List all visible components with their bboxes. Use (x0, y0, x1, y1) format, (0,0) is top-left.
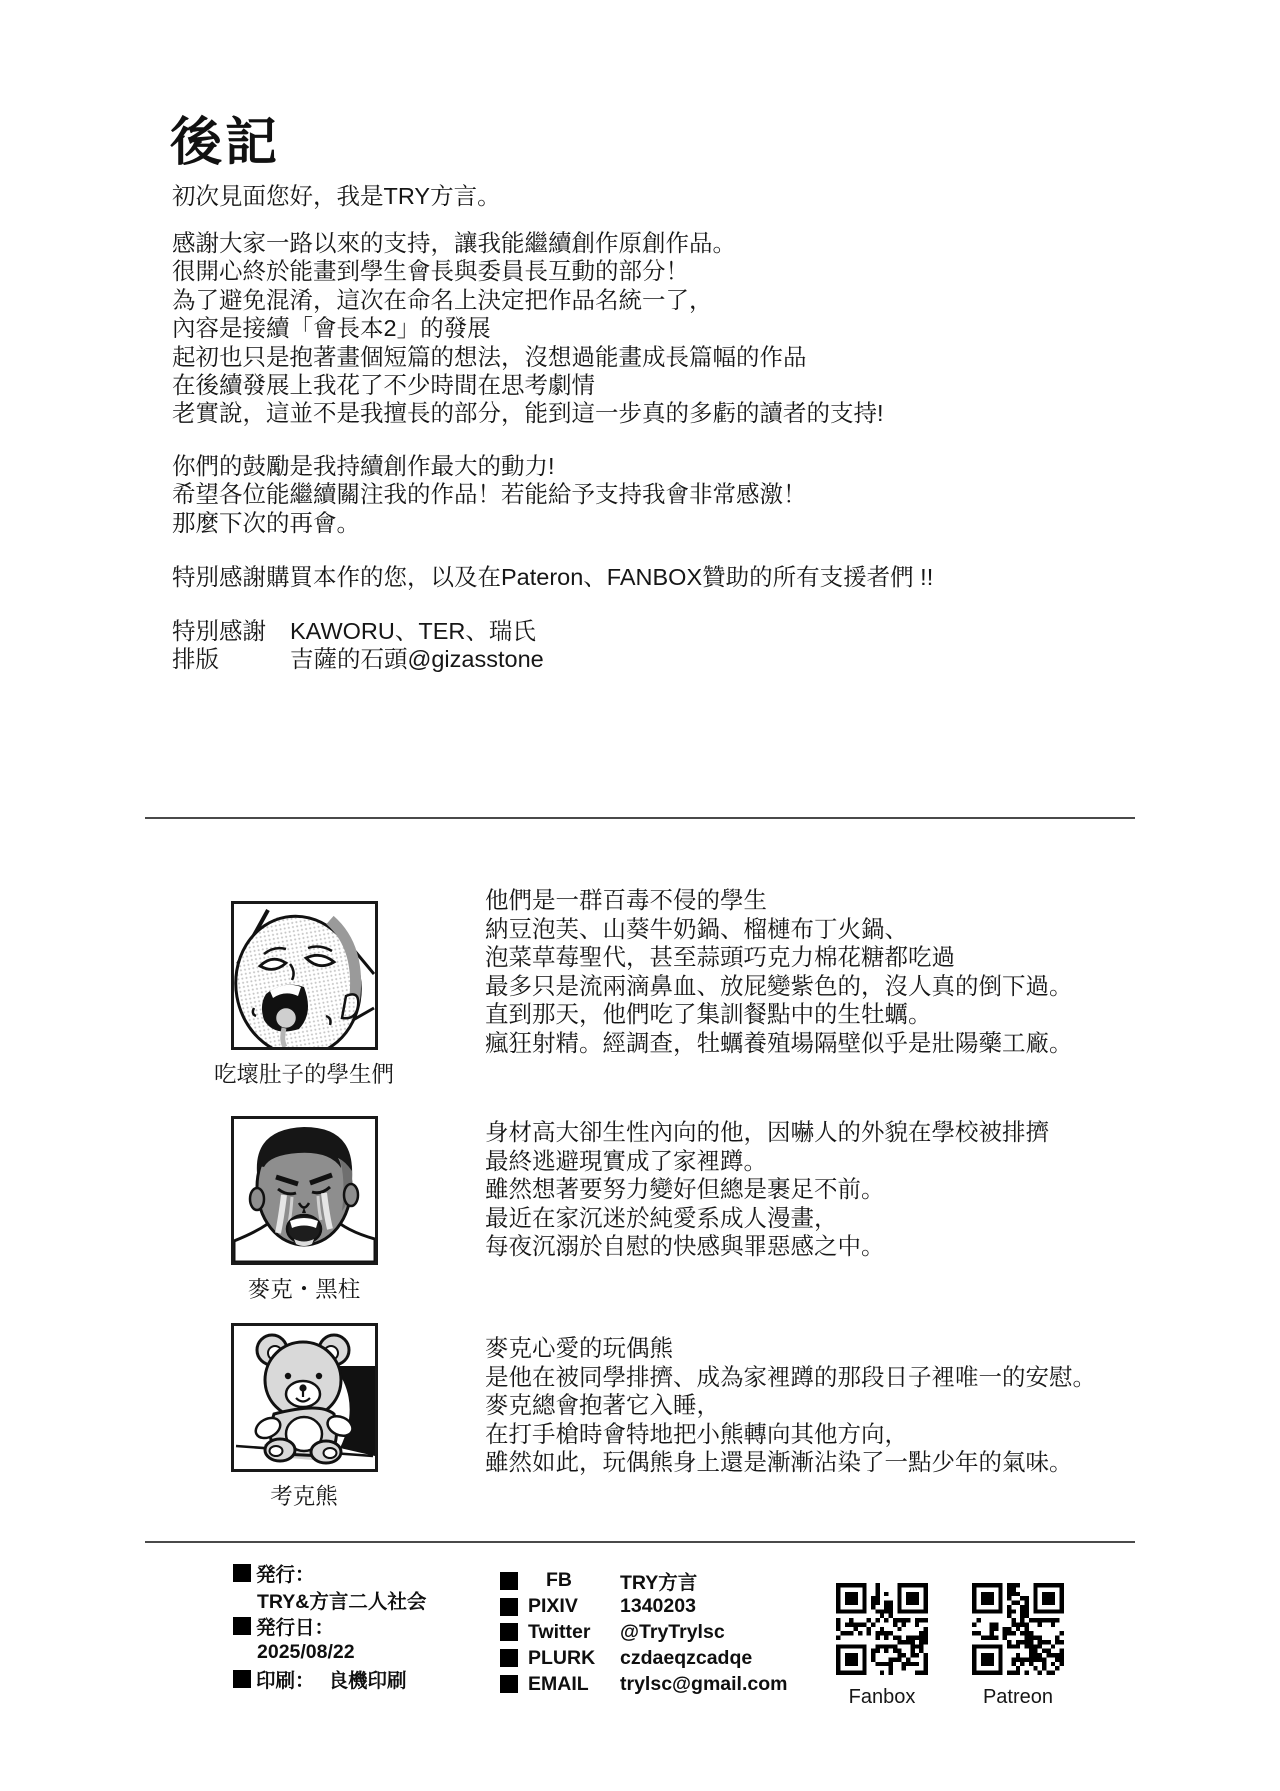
issue-date-value-row (233, 1639, 426, 1665)
text-line: 希望各位能繼續關注我的作品！若能給予支持我會非常感激！ (172, 481, 807, 508)
credit-label: 排版 (172, 646, 219, 673)
credit-row (172, 645, 544, 673)
colophon-publishing-block (233, 1560, 426, 1692)
text-line: 起初也只是抱著畫個短篇的想法，沒想過能畫成長篇幅的作品 (172, 343, 807, 370)
bullet-square-icon (500, 1598, 518, 1616)
text-line: 泡菜草莓聖代，甚至蒜頭巧克力棉花糖都吃過 (485, 944, 955, 971)
divider-line (145, 1541, 1135, 1543)
bullet-square-icon (233, 1670, 251, 1688)
text-line: 你們的鼓勵是我持續創作最大的動力! (172, 453, 555, 479)
credit-label: 特別感謝 (172, 618, 266, 644)
bullet-square-icon (233, 1564, 251, 1582)
teddy-bear-illustration (231, 1323, 378, 1472)
text-line: 納豆泡芙、山葵牛奶鍋、榴槤布丁火鍋、 (485, 915, 908, 942)
character-description-mike (485, 1118, 1049, 1261)
printer-value: 良機印刷 (328, 1669, 407, 1692)
text-line: 最終逃避現實成了家裡蹲。 (485, 1147, 767, 1174)
bullet-square-icon (500, 1675, 518, 1693)
link-value: czdaeqzcadqe (620, 1646, 753, 1669)
text-line: 每夜沉溺於自慰的快感與罪惡感之中。 (485, 1233, 885, 1260)
link-value: trylsc@gmail.com (620, 1672, 788, 1695)
text-line: 很開心終於能畫到學生會長與委員長互動的部分！ (172, 258, 689, 285)
issue-date-value: 2025/08/22 (257, 1640, 355, 1663)
text-line: 雖然想著要努力變好但總是裹足不前。 (485, 1176, 885, 1203)
text-line: 是他在被同學排擠、成為家裡蹲的那段日子裡唯一的安慰。 (485, 1363, 1096, 1390)
printer-label: 印刷： (256, 1669, 315, 1692)
credit-value: 吉薩的石頭@gizasstone (290, 646, 544, 673)
crying-man-portrait (231, 1116, 378, 1265)
text-line: 他們是一群百毒不侵的學生 (485, 887, 767, 913)
text-line: 內容是接續「會長本2」的發展 (172, 315, 491, 342)
character-description-bear (485, 1334, 1096, 1477)
link-row (500, 1671, 788, 1697)
patreon-qr-label: Patreon (982, 1686, 1054, 1708)
character-figure-students (212, 901, 396, 1089)
special-thanks-line: 特別感謝購買本作的您，以及在Pateron、FANBOX贊助的所有支援者們 !! (172, 564, 934, 590)
issue-date-label-row (233, 1613, 426, 1639)
patreon-qr-code (972, 1583, 1064, 1675)
credit-row (172, 617, 544, 645)
greeting-line: 初次見面您好，我是TRY方言。 (172, 183, 501, 209)
character-caption: 考克熊 (270, 1484, 338, 1509)
printer-row (233, 1666, 426, 1692)
character-figure-bear (212, 1323, 396, 1511)
credit-value: KAWORU、TER、瑞氏 (290, 618, 536, 644)
character-caption: 吃壞肚子的學生們 (213, 1062, 394, 1087)
bullet-square-icon (500, 1623, 518, 1641)
issue-date-label: 発行日： (256, 1616, 335, 1639)
text-line: 雖然如此，玩偶熊身上還是漸漸沾染了一點少年的氣味。 (485, 1449, 1073, 1476)
link-row (500, 1645, 788, 1671)
text-line: 身材高大卻生性內向的他，因嚇人的外貌在學校被排擠 (485, 1119, 1049, 1145)
text-line: 在後續發展上我花了不少時間在思考劇情 (172, 372, 595, 399)
text-line: 感謝大家一路以來的支持，讓我能繼續創作原創作品。 (172, 230, 736, 256)
fanbox-qr-code (836, 1583, 928, 1675)
publisher-value: TRY&方言二人社会 (257, 1590, 427, 1613)
text-line: 瘋狂射精。經調查，牡蠣養殖場隔壁似乎是壯陽藥工廠。 (485, 1029, 1073, 1056)
bullet-square-icon (500, 1649, 518, 1667)
afterword-paragraph-1 (172, 229, 884, 428)
text-line: 為了避免混淆，這次在命名上決定把作品名統一了， (172, 286, 713, 313)
link-value: @TryTrylsc (620, 1620, 725, 1643)
afterword-paragraph-2 (172, 452, 807, 537)
link-label: PLURK (528, 1646, 596, 1669)
link-row (500, 1594, 788, 1620)
bullet-square-icon (233, 1617, 251, 1635)
publisher-label-row (233, 1560, 426, 1586)
credits-block (172, 617, 544, 674)
screaming-bald-student-portrait (231, 901, 378, 1050)
character-caption: 麥克・黑柱 (247, 1277, 361, 1302)
link-value: 1340203 (620, 1595, 696, 1618)
text-line: 麥克總會抱著它入睡， (485, 1392, 720, 1419)
character-figure-mike (212, 1116, 396, 1304)
link-row (500, 1568, 788, 1594)
publisher-label: 発行： (256, 1564, 315, 1587)
text-line: 麥克心愛的玩偶熊 (485, 1335, 673, 1361)
link-label: PIXIV (528, 1595, 578, 1618)
link-label: FB (546, 1569, 572, 1592)
link-row (500, 1620, 788, 1646)
link-label: EMAIL (528, 1672, 589, 1695)
character-description-students (485, 886, 1073, 1058)
page-title: 後記 (170, 114, 281, 172)
link-value: TRY方言 (620, 1571, 698, 1594)
bullet-square-icon (500, 1572, 518, 1590)
text-line: 最近在家沉迷於純愛系成人漫畫， (485, 1204, 838, 1231)
link-label: Twitter (528, 1620, 591, 1643)
text-line: 直到那天，他們吃了集訓餐點中的生牡蠣。 (485, 1001, 932, 1028)
text-line: 最多只是流兩滴鼻血、放屁變紫色的，沒人真的倒下過。 (485, 972, 1073, 999)
colophon-links-block (500, 1568, 788, 1697)
text-line: 老實說，這並不是我擅長的部分，能到這一步真的多虧的讀者的支持! (172, 400, 884, 427)
text-line: 那麼下次的再會。 (172, 509, 360, 536)
publisher-value-row (233, 1586, 426, 1612)
divider-line (145, 817, 1135, 819)
fanbox-qr-label: Fanbox (848, 1686, 916, 1708)
text-line: 在打手槍時會特地把小熊轉向其他方向， (485, 1420, 908, 1447)
